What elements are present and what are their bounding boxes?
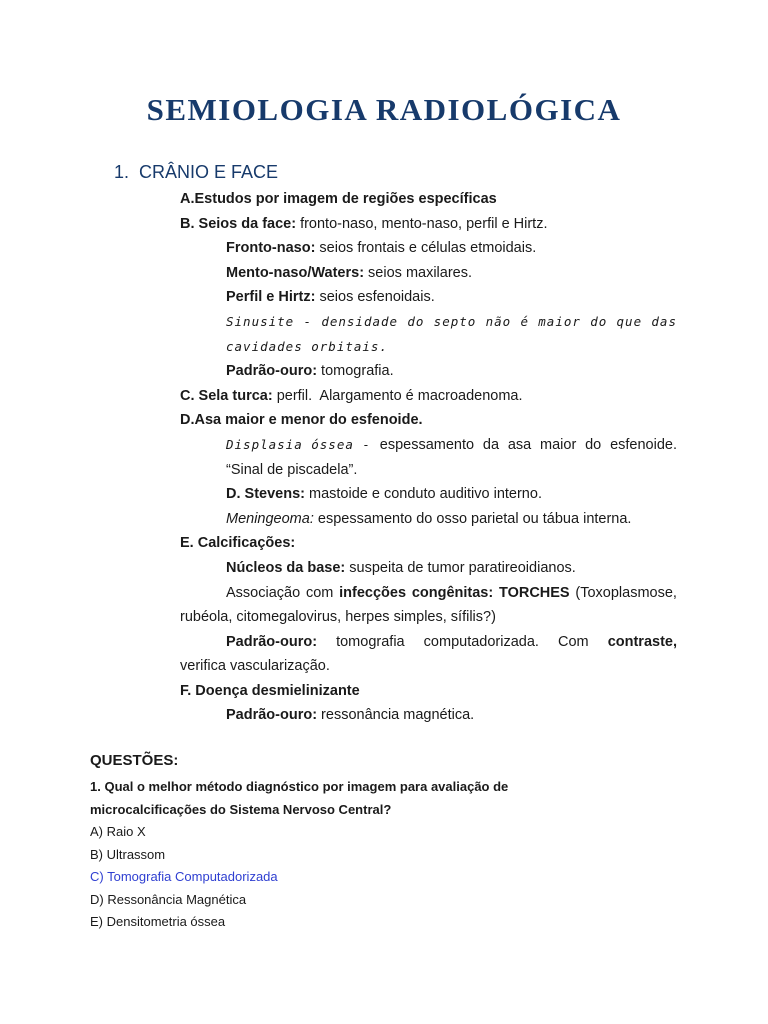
stevens-line: D. Stevens: mastoide e conduto auditivo interno. [226,486,542,503]
mento-naso-line: Mento-naso/Waters: seios maxilares. [226,264,473,281]
item-f: F. Doença desmielinizante [180,682,360,699]
sinal-piscadela: “Sinal de piscadela”. [226,461,358,478]
question-1-line-1: 1. Qual o melhor método diagnóstico por imagem para avaliação de [90,779,509,794]
item-e: E. Calcificações: [180,535,296,552]
option-c-correct: C) Tomografia Computadorizada [90,869,278,884]
padrao-ouro-2-line-1: Padrão-ouro: tomografia computadorizada. Com contraste, [226,633,677,650]
item-d: D.Asa maior e menor do esfenoide. [180,412,423,429]
section-number: 1. [114,162,130,182]
question-1-line-2: microcalcificações do Sistema Nervoso Central? [90,801,392,817]
questions-section [90,750,690,934]
section-title: CRÂNIO E FACE [139,162,279,182]
sinusite-line-1: Sinusite - densidade do septo não é maior do que das [226,313,677,329]
option-d: D) Ressonância Magnética [90,891,247,907]
section-body [180,187,677,728]
item-b: B. Seios da face: fronto-naso, mento-naso, perfil e Hirtz. [180,215,548,232]
questions-heading: QUESTÕES: [90,752,179,769]
padrao-ouro-1: Padrão-ouro: tomografia. [226,363,394,380]
padrao-ouro-3: Padrão-ouro: ressonância magnética. [226,707,475,724]
meningeoma-line: Meningeoma: espessamento do osso parietal ou tábua interna. [226,510,632,527]
sinusite-line-2: cavidades orbitais. [226,338,388,354]
displasia-line: Displasia óssea - espessamento da asa maior do esfenoide. [226,436,677,453]
item-a: A.Estudos por imagem de regiões específicas [180,191,497,207]
nucleos-base-line: Núcleos da base: suspeita de tumor paratireoidianos. [226,559,576,576]
associacao-line-2: rubéola, citomegalovirus, herpes simples, sífilis?) [180,609,496,626]
section-heading [114,162,278,183]
associacao-line-1: Associação com infecções congênitas: TORCHES (Toxoplasmose, [226,584,677,601]
fronto-naso-line: Fronto-naso: seios frontais e células etmoidais. [226,240,537,257]
padrao-ouro-2-line-2: verifica vascularização. [180,658,330,675]
option-e: E) Densitometria óssea [90,914,226,929]
page-title: SEMIOLOGIA RADIOLÓGICA [146,92,622,127]
perfil-hirtz-line: Perfil e Hirtz: seios esfenoidais. [226,289,435,306]
option-b: B) Ultrassom [90,846,166,862]
item-c: C. Sela turca: perfil. Alargamento é macroadenoma. [180,387,523,404]
option-a: A) Raio X [90,824,146,839]
